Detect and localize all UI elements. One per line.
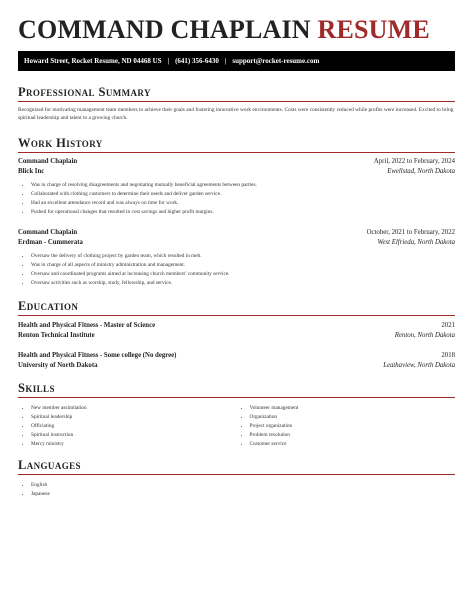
list-item: • Customer service xyxy=(250,440,456,449)
education-location: Leathaview, North Dakota xyxy=(383,362,455,369)
job-bullets xyxy=(18,252,455,288)
list-item: • Spiritual leadership xyxy=(31,413,237,422)
languages-bullets xyxy=(18,481,455,499)
list-item: • Had an excellent attendance record and was always on time for work. xyxy=(31,199,455,208)
list-item: • Volunteer management xyxy=(250,404,456,413)
section-title: Professional Summary xyxy=(18,85,151,99)
list-item: • English xyxy=(31,481,455,490)
skills-section xyxy=(18,381,455,398)
section-title: Skills xyxy=(18,381,55,395)
job-dates: April, 2022 to February, 2024 xyxy=(373,158,455,165)
list-item: • Was in charge of all aspects of ministry administration and management. xyxy=(31,261,455,270)
contact-phone: (641) 356-6430 xyxy=(175,57,219,65)
summary-section xyxy=(18,85,455,122)
list-item: • Mercy ministry xyxy=(31,440,237,449)
section-title: Work History xyxy=(18,136,103,150)
list-item: • Oversaw activities such as worship, study, fellowship, and service. xyxy=(31,279,455,288)
list-item: • Japanese xyxy=(31,490,455,499)
list-item: • Pushed for operational changes that resulted in cost savings and higher profit margins. xyxy=(31,208,455,217)
resume-title xyxy=(18,14,430,46)
education-year: 2018 xyxy=(441,352,455,359)
section-title: Education xyxy=(18,299,79,313)
section-title: Languages xyxy=(18,458,81,472)
languages-list xyxy=(18,481,455,499)
job-company: Blick Inc xyxy=(18,168,45,175)
education-school: University of North Dakota xyxy=(18,362,98,369)
section-divider xyxy=(18,474,455,475)
education-location: Renton, North Dakota xyxy=(394,332,455,339)
list-item: • Was in charge of resolving disagreements and negotiating mutually beneficial agreements between parties. xyxy=(31,181,455,190)
name-first: COMMAND CHAPLAIN xyxy=(18,15,311,44)
languages-section xyxy=(18,458,455,475)
work-history-section xyxy=(18,136,455,153)
list-item: • Spiritual instruction xyxy=(31,431,237,440)
job-bullets xyxy=(18,181,455,217)
section-divider xyxy=(18,152,455,153)
contact-separator: | xyxy=(167,57,170,65)
job-entry xyxy=(18,228,455,288)
section-divider xyxy=(18,315,455,316)
list-item: • Oversaw the delivery of clothing project by garden team, which resulted in meb. xyxy=(31,252,455,261)
education-degree: Health and Physical Fitness - Some college (No degree) xyxy=(18,352,177,359)
education-school: Renton Technical Institute xyxy=(18,332,95,339)
summary-text: Recognized for motivating management team members to achieve their goals and fostering innovative work environments. Costs were consistently reduced while profits were increased. Excited to bring spiritual leadership and talent to a growing church. xyxy=(18,107,454,121)
list-item: • Collaborated with clothing customers to determine their needs and deliver garden service. xyxy=(31,190,455,199)
education-entry xyxy=(18,321,455,341)
job-dates: October, 2021 to February, 2022 xyxy=(366,229,455,236)
list-item: • Organization xyxy=(250,413,456,422)
list-item: • Officiating xyxy=(31,422,237,431)
education-section xyxy=(18,299,455,316)
contact-separator: | xyxy=(224,57,227,65)
list-item: • Oversaw and coordinated programs aimed at increasing church members' community service. xyxy=(31,270,455,279)
contact-bar xyxy=(18,51,455,71)
education-year: 2021 xyxy=(441,322,455,329)
job-role: Command Chaplain xyxy=(18,158,78,165)
job-location: West Elfrieda, North Dakota xyxy=(377,239,455,246)
name-last: RESUME xyxy=(317,15,430,44)
job-location: Ewellstad, North Dakota xyxy=(387,168,455,175)
list-item: • Project organization xyxy=(250,422,456,431)
skills-list xyxy=(18,404,455,449)
section-divider xyxy=(18,101,455,102)
education-entry xyxy=(18,351,455,371)
list-item: • New member assimilation xyxy=(31,404,237,413)
contact-address: Howard Street, Rocket Resume, ND 04468 US xyxy=(24,57,162,65)
list-item: • Problem resolution xyxy=(250,431,456,440)
section-divider xyxy=(18,397,455,398)
skills-column-left xyxy=(18,404,237,449)
job-role: Command Chaplain xyxy=(18,229,78,236)
contact-email: support@rocket-resume.com xyxy=(232,57,320,65)
skills-column-right xyxy=(237,404,456,449)
job-entry xyxy=(18,157,455,217)
job-company: Erdman - Cummerata xyxy=(18,239,83,246)
education-degree: Health and Physical Fitness - Master of Science xyxy=(18,322,156,329)
